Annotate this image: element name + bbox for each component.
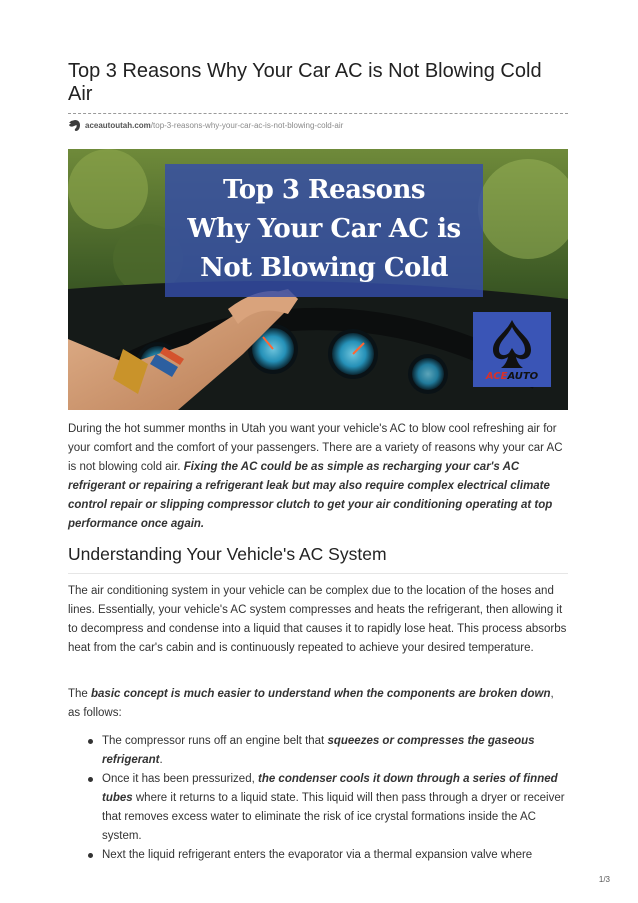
list-item: Next the liquid refrigerant enters the evaporator via a thermal expansion valve where <box>88 846 568 865</box>
intro-paragraph: During the hot summer months in Utah you want your vehicle's AC to blow cool refreshing air for your comfort and the comfort of your passengers. There are a variety of reasons why your car AC is not blowing cold air. Fixing the AC could be as simple as recharging your car's AC refrigerant or repairing a refrigerant leak but may also require complex electrical climate control repair or slipping compressor clutch to get your air conditioning operating at top performance once again. <box>68 423 563 530</box>
components-list <box>88 732 568 865</box>
components-intro-paragraph: The basic concept is much easier to understand when the components are broken down, as follows: <box>68 688 554 719</box>
page-title: Top 3 Reasons Why Your Car AC is Not Blowing Cold Air <box>68 60 542 105</box>
source-domain: aceautoutah.com <box>85 121 151 130</box>
list-item: Once it has been pressurized, the condenser cools it down through a series of finned tubes where it returns to a liquid state. This liquid will then pass through a dryer or receiver that removes excess water to eliminate the risk of ice crystal formations inside the AC system. <box>88 770 568 846</box>
source-url[interactable] <box>68 119 568 133</box>
heading-divider <box>68 573 568 574</box>
title-divider <box>68 113 568 114</box>
logo-wordmark: ACEAUTO <box>485 371 539 382</box>
ace-auto-logo <box>473 312 551 387</box>
hero-title-line: Why Your Car AC is <box>187 214 461 244</box>
list-item: The compressor runs off an engine belt that squeezes or compresses the gaseous refrigerant. <box>88 732 568 770</box>
section-heading: Understanding Your Vehicle's AC System <box>68 544 387 564</box>
hero-title <box>165 171 483 288</box>
hero-title-line: Not Blowing Cold <box>200 253 448 283</box>
evernote-elephant-icon <box>68 119 81 132</box>
hero-title-line: Top 3 Reasons <box>222 175 426 205</box>
section-paragraph: The air conditioning system in your vehicle can be complex due to the location of the hoses and lines. Essentially, your vehicle's AC system compresses and heats the refrigerant, then allowing it to decompress and condense into a liquid that causes it to rapidly lose heat. This process absorbs heat from the car's cabin and is continuously repeated to achieve your desired temperature. <box>68 585 567 654</box>
page-number: 1/3 <box>598 875 610 884</box>
source-path: /top-3-reasons-why-your-car-ac-is-not-blowing-cold-air <box>150 121 344 130</box>
hero-image <box>68 149 568 410</box>
